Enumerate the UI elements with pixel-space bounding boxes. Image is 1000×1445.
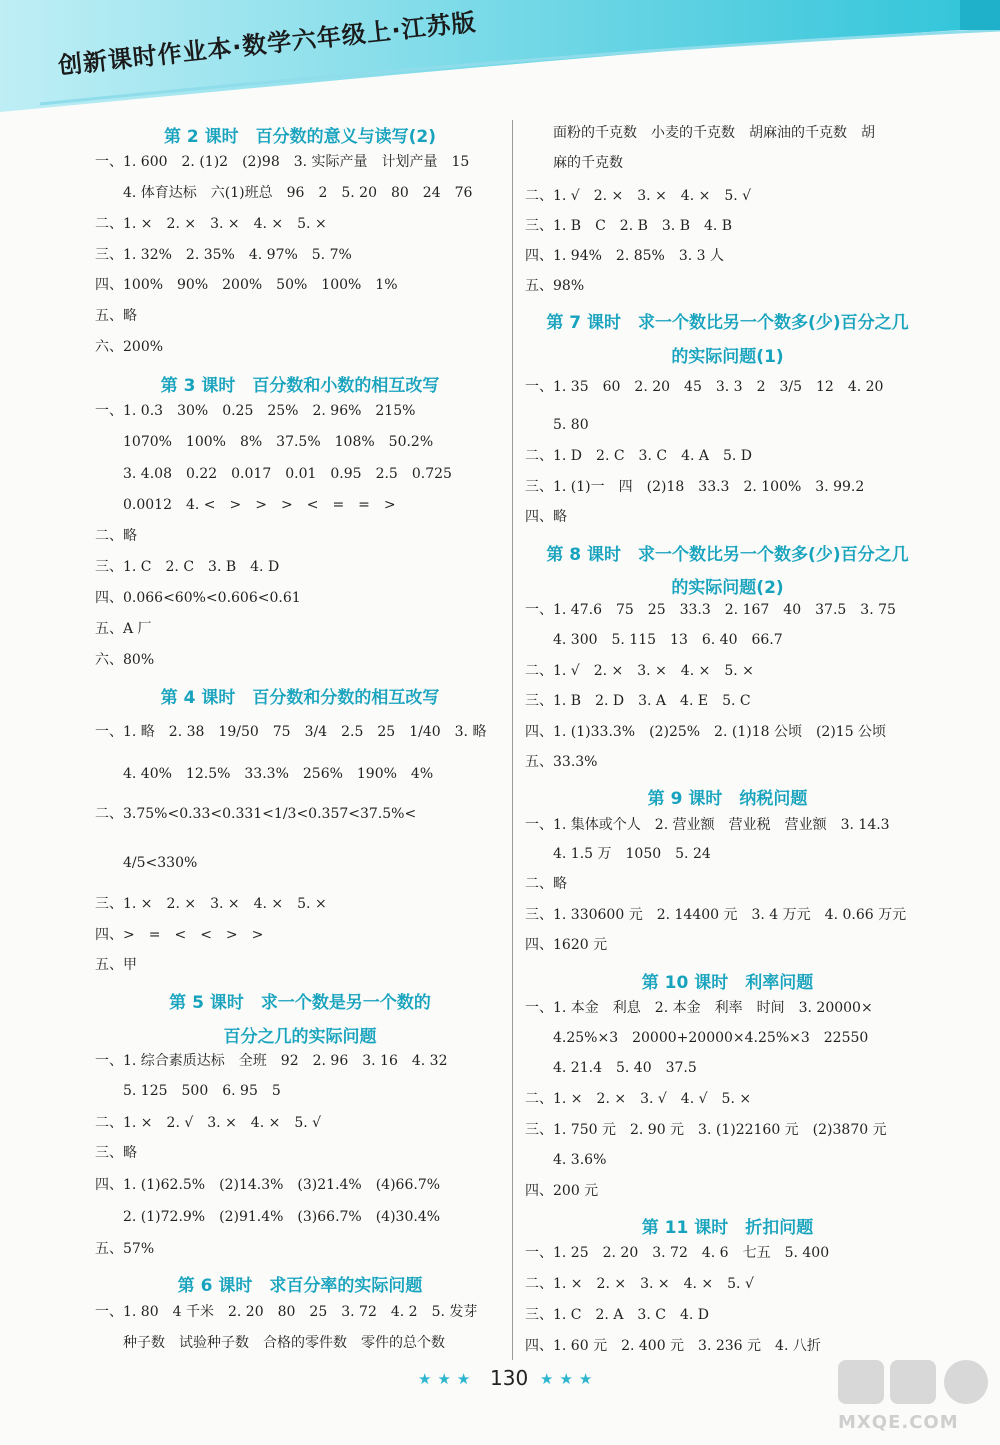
answer-line: 四、200 元	[525, 1183, 599, 1199]
answer-line: 四、1. (1)62.5% (2)14.3% (3)21.4% (4)66.7%	[95, 1177, 441, 1193]
answer-line: 三、1. B C 2. B 3. B 4. B	[525, 218, 733, 234]
answer-line: 二、1. × 2. × 3. × 4. × 5. √	[525, 1276, 754, 1292]
section-heading: 的实际问题(1)	[671, 347, 784, 367]
section-heading: 第 9 课时 纳税问题	[647, 789, 808, 809]
answer-line: 一、1. 47.6 75 25 33.3 2. 167 40 37.5 3. 75	[525, 602, 896, 618]
answer-line: 麻的千克数	[525, 155, 623, 171]
page-number: 130	[490, 1366, 529, 1390]
answer-line: 四、1620 元	[525, 937, 608, 953]
answer-line: 4. 体育达标 六(1)班总 96 2 5. 20 80 24 76	[95, 185, 473, 201]
answer-line: 四、略	[525, 509, 567, 525]
footer-stars-right: ★★★	[540, 1370, 599, 1388]
section-heading: 的实际问题(2)	[671, 578, 784, 598]
answer-line: 二、1. √ 2. × 3. × 4. × 5. √	[525, 188, 752, 204]
answer-line: 三、1. C 2. A 3. C 4. D	[525, 1307, 709, 1323]
section-heading: 第 11 课时 折扣问题	[641, 1218, 814, 1238]
answer-line: 一、1. 600 2. (1)2 (2)98 3. 实际产量 计划产量 15	[95, 154, 470, 170]
answer-line: 三、1. 330600 元 2. 14400 元 3. 4 万元 4. 0.66 万元	[525, 907, 907, 923]
answer-line: 4. 3.6%	[525, 1152, 607, 1168]
answer-line: 五、略	[95, 308, 137, 324]
answer-line: 一、1. 综合素质达标 全班 92 2. 96 3. 16 4. 32	[95, 1053, 448, 1069]
answer-line: 五、甲	[95, 957, 137, 973]
answer-line: 4. 21.4 5. 40 37.5	[525, 1060, 697, 1076]
answer-line: 一、1. 80 4 千米 2. 20 80 25 3. 72 4. 2 5. 发芽	[95, 1304, 478, 1320]
answer-line: 3. 4.08 0.22 0.017 0.01 0.95 2.5 0.725	[95, 466, 452, 482]
section-heading: 第 4 课时 百分数和分数的相互改写	[160, 688, 440, 708]
answer-line: 四、1. (1)33.3% (2)25% 2. (1)18 公顷 (2)15 公顷	[525, 724, 887, 740]
answer-line: 4.25%×3 20000+20000×4.25%×3 22550	[525, 1030, 869, 1046]
answer-line: 三、略	[95, 1145, 137, 1161]
answer-line: 三、1. C 2. C 3. B 4. D	[95, 559, 280, 575]
answer-line: 二、略	[95, 528, 137, 544]
section-heading: 第 5 课时 求一个数是另一个数的	[169, 993, 431, 1013]
section-heading: 第 3 课时 百分数和小数的相互改写	[160, 376, 440, 396]
answer-line: 二、3.75%<0.33<0.331<1/3<0.357<37.5%<	[95, 806, 417, 822]
answer-line: 二、1. × 2. √ 3. × 4. × 5. √	[95, 1115, 322, 1131]
footer-stars-left: ★★★	[418, 1370, 477, 1388]
answer-line: 二、1. √ 2. × 3. × 4. × 5. ×	[525, 663, 754, 679]
answer-line: 一、1. 集体或个人 2. 营业额 营业税 营业额 3. 14.3	[525, 817, 890, 833]
answer-line: 三、1. × 2. × 3. × 4. × 5. ×	[95, 896, 327, 912]
section-heading: 百分之几的实际问题	[223, 1027, 377, 1047]
answer-line: 五、33.3%	[525, 754, 598, 770]
answer-line: 三、1. 32% 2. 35% 4. 97% 5. 7%	[95, 247, 352, 263]
section-heading: 第 10 课时 利率问题	[641, 973, 814, 993]
answer-line: 四、0.066<60%<0.606<0.61	[95, 590, 301, 606]
answer-line: 4/5<330%	[95, 855, 198, 871]
answer-line: 1070% 100% 8% 37.5% 108% 50.2%	[95, 434, 434, 450]
answer-line: 二、略	[525, 876, 567, 892]
answer-line: 0.0012 4. < > > > < = = >	[95, 497, 396, 513]
column-divider	[512, 120, 513, 1360]
answer-line: 四、1. 94% 2. 85% 3. 3 人	[525, 248, 725, 264]
answer-line: 二、1. × 2. × 3. × 4. × 5. ×	[95, 216, 327, 232]
answer-line: 五、A 厂	[95, 621, 152, 637]
section-heading: 第 2 课时 百分数的意义与读写(2)	[163, 127, 437, 147]
answer-line: 4. 300 5. 115 13 6. 40 66.7	[525, 632, 783, 648]
answer-line: 六、80%	[95, 652, 155, 668]
answer-line: 四、1. 60 元 2. 400 元 3. 236 元 4. 八折	[525, 1338, 821, 1354]
answer-line: 种子数 试验种子数 合格的零件数 零件的总个数	[95, 1335, 445, 1351]
answer-line: 二、1. D 2. C 3. C 4. A 5. D	[525, 448, 753, 464]
answer-line: 一、1. 本金 利息 2. 本金 利率 时间 3. 20000×	[525, 1000, 873, 1016]
answer-line: 五、57%	[95, 1241, 155, 1257]
answer-line: 四、> = < < > >	[95, 927, 264, 943]
watermark-text: MXQE.COM	[838, 1412, 959, 1433]
answer-line: 一、1. 0.3 30% 0.25 25% 2. 96% 215%	[95, 403, 416, 419]
answer-line: 一、1. 35 60 2. 20 45 3. 3 2 3/5 12 4. 20	[525, 379, 884, 395]
answer-line: 六、200%	[95, 339, 164, 355]
answer-line: 4. 40% 12.5% 33.3% 256% 190% 4%	[95, 766, 434, 782]
answer-line: 一、1. 25 2. 20 3. 72 4. 6 七五 5. 400	[525, 1245, 830, 1261]
section-heading: 第 7 课时 求一个数比另一个数多(少)百分之几	[546, 313, 909, 333]
answer-line: 五、98%	[525, 278, 585, 294]
answer-line: 四、100% 90% 200% 50% 100% 1%	[95, 277, 398, 293]
answer-line: 面粉的千克数 小麦的千克数 胡麻油的千克数 胡	[525, 125, 875, 141]
answer-line: 5. 125 500 6. 95 5	[95, 1083, 281, 1099]
answer-line: 一、1. 略 2. 38 19/50 75 3/4 2.5 25 1/40 3. 略	[95, 724, 487, 740]
answer-line: 2. (1)72.9% (2)91.4% (3)66.7% (4)30.4%	[95, 1209, 441, 1225]
section-heading: 第 6 课时 求百分率的实际问题	[177, 1276, 423, 1296]
answer-line: 三、1. 750 元 2. 90 元 3. (1)22160 元 (2)3870 元	[525, 1122, 887, 1138]
answer-line: 5. 80	[525, 417, 589, 433]
answer-line: 三、1. (1)一 四 (2)18 33.3 2. 100% 3. 99.2	[525, 479, 865, 495]
book-title: 创新课时作业本·数学六年级上·江苏版	[56, 8, 478, 80]
answer-line: 二、1. × 2. × 3. √ 4. √ 5. ×	[525, 1091, 752, 1107]
answer-line: 4. 1.5 万 1050 5. 24	[525, 846, 711, 862]
header-band	[0, 0, 1000, 112]
section-heading: 第 8 课时 求一个数比另一个数多(少)百分之几	[546, 545, 909, 565]
answer-line: 三、1. B 2. D 3. A 4. E 5. C	[525, 693, 751, 709]
